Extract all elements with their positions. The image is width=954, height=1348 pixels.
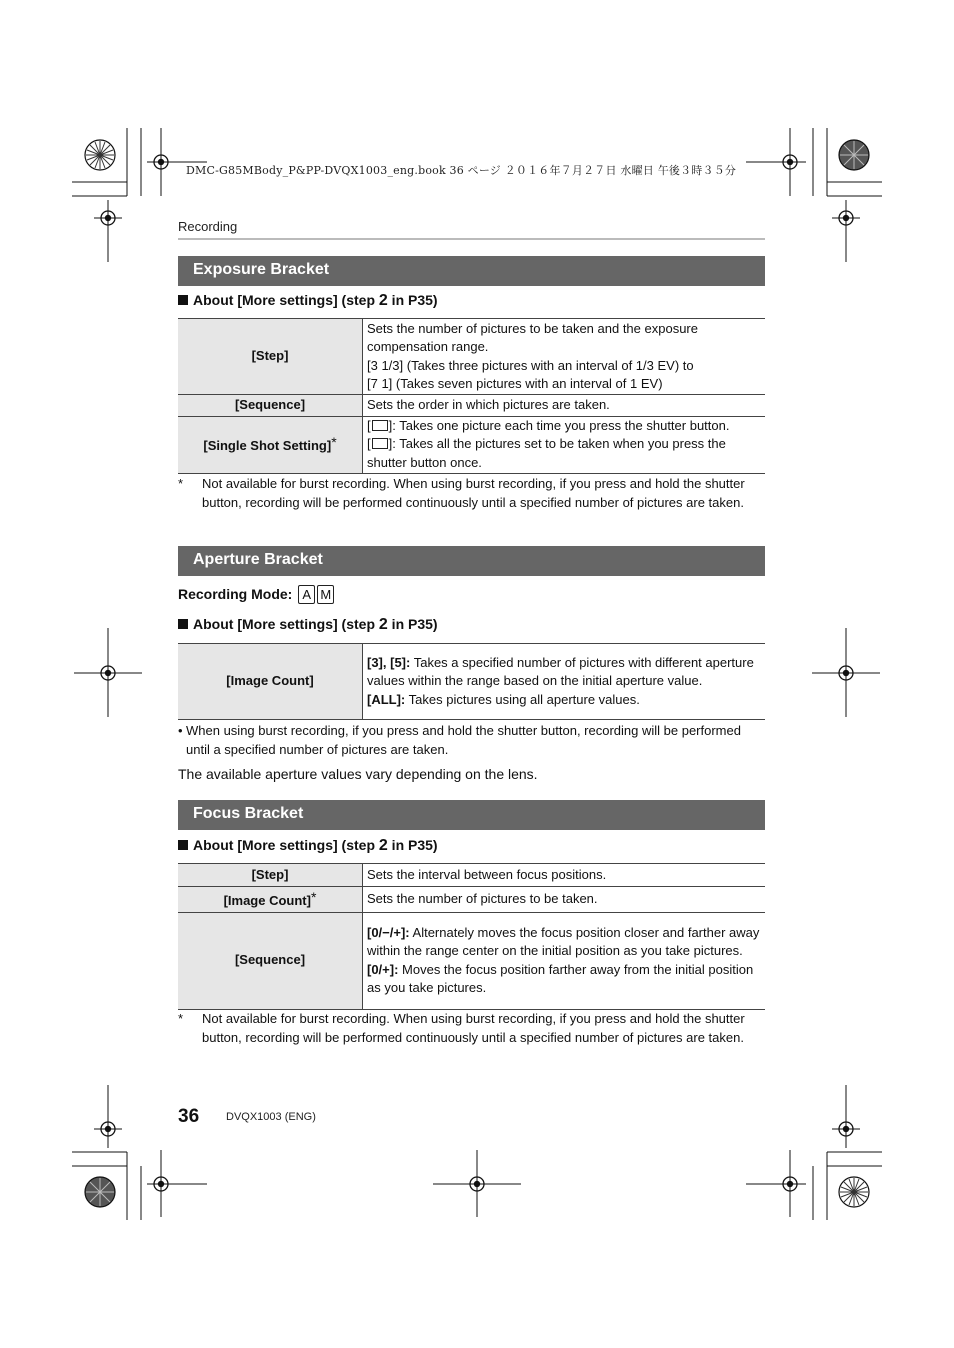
single-shot-icon	[372, 420, 388, 431]
focus-settings-table	[178, 863, 765, 1010]
section-title-aperture-bracket: Aperture Bracket	[178, 546, 765, 576]
row-value: Sets the interval between focus positions.	[363, 864, 766, 887]
mode-m-icon: M	[317, 585, 334, 604]
aperture-body-text: The available aperture values vary depending on the lens.	[178, 766, 538, 782]
table-row	[178, 416, 765, 473]
row-value: Sets the number of pictures to be taken.	[363, 887, 766, 913]
row-key: [Step]	[178, 864, 363, 887]
table-row	[178, 864, 765, 887]
row-key: [Step]	[178, 319, 363, 395]
running-head: Recording	[178, 219, 238, 234]
row-key: [Single Shot Setting]*	[178, 416, 363, 473]
header-rule	[178, 238, 765, 240]
page-number: 36	[178, 1106, 200, 1127]
footnote-exposure: * Not available for burst recording. When using burst recording, if you press and hold the shutter button, recording will be performed continuously until a specified number of pictures are taken.	[178, 476, 745, 510]
row-key: [Sequence]	[178, 395, 363, 417]
table-row	[178, 887, 765, 913]
row-value: [0/−/+]: Alternately moves the focus position closer and farther away within the range center on the initial position as you take pictures. [0/+]: Moves the focus position farther away from the initial position as you take pictures.	[363, 912, 766, 1009]
section-title-focus-bracket: Focus Bracket	[178, 800, 765, 830]
table-row	[178, 644, 765, 720]
row-value: Sets the order in which pictures are taken.	[363, 395, 766, 417]
mode-a-icon: A	[298, 585, 315, 604]
row-key: [Image Count]	[178, 644, 363, 720]
table-row	[178, 395, 765, 417]
row-key: [Image Count]*	[178, 887, 363, 913]
square-bullet-icon	[178, 840, 188, 850]
table-row	[178, 319, 765, 395]
row-value: [ ]: Takes one picture each time you press the shutter button. [ ]: Takes all the pictures set to be taken when you press the shutter button once.	[363, 416, 766, 473]
print-header: DMC-G85MBody_P&PP-DVQX1003_eng.book 36 ページ ２０１６年７月２７日 水曜日 午後３時３５分	[186, 164, 737, 177]
row-key: [Sequence]	[178, 912, 363, 1009]
exposure-settings-table	[178, 318, 765, 474]
row-value: [3], [5]: Takes a specified number of pictures with different aperture values within the range based on the initial aperture value. [ALL]: Takes pictures using all aperture values.	[363, 644, 766, 720]
document-code: DVQX1003 (ENG)	[226, 1111, 316, 1123]
table-row	[178, 912, 765, 1009]
aperture-settings-table	[178, 643, 765, 720]
square-bullet-icon	[178, 619, 188, 629]
subhead-exposure-more-settings: About [More settings] (step 2 in P35)	[178, 292, 438, 310]
recording-mode-line: Recording Mode: A M	[178, 585, 334, 604]
subhead-focus-more-settings: About [More settings] (step 2 in P35)	[178, 837, 438, 855]
all-shots-icon	[372, 438, 388, 449]
bullet-note-aperture: • When using burst recording, if you press and hold the shutter button, recording will be performed until a specified number of pictures are taken.	[178, 723, 741, 757]
row-value: Sets the number of pictures to be taken and the exposure compensation range. [3 1/3] (Takes three pictures with an interval of 1/3 EV) to [7 1] (Takes seven pictures with an interval of 1 EV)	[363, 319, 766, 395]
square-bullet-icon	[178, 295, 188, 305]
subhead-aperture-more-settings: About [More settings] (step 2 in P35)	[178, 616, 438, 634]
footnote-focus: * Not available for burst recording. When using burst recording, if you press and hold the shutter button, recording will be performed continuously until a specified number of pictures are taken.	[178, 1011, 745, 1045]
section-title-exposure-bracket: Exposure Bracket	[178, 256, 765, 286]
